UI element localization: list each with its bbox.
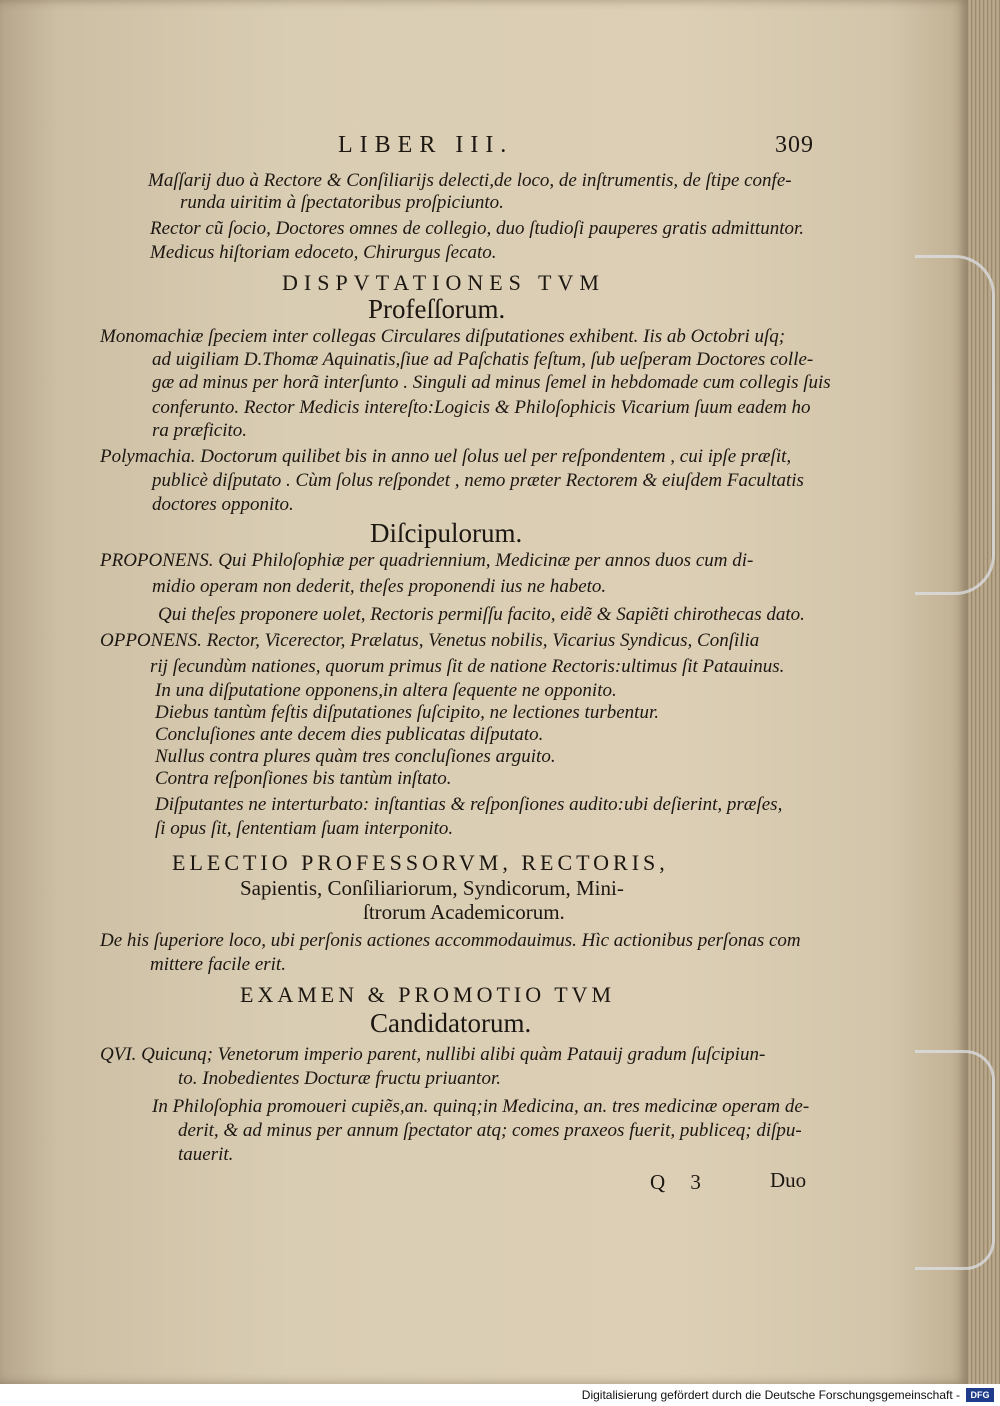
text-line: Rector cũ ſocio, Doctores omnes de collegio, duo ſtudioſi pauperes gratis admittuntor. bbox=[150, 218, 805, 239]
text-line: Nullus contra plures quàm tres concluſiones arguito. bbox=[155, 746, 556, 767]
text-line: Contra reſponſiones bis tantùm inſtato. bbox=[155, 768, 452, 789]
paper-clip-lower bbox=[915, 1050, 995, 1270]
text-line: De his ſuperiore loco, ubi perſonis actiones accommodauimus. Hìc actionibus perſonas com bbox=[100, 930, 801, 951]
section-subtitle: Sapientis, Conſiliariorum, Syndicorum, Mini- bbox=[240, 876, 624, 900]
text-line: Concluſiones ante decem dies publicatas diſputato. bbox=[155, 724, 544, 745]
section-title: EXAMEN & PROMOTIO TVM bbox=[240, 982, 616, 1007]
text-line: conferunto. Rector Medicis intereſto:Logicis & Philoſophicis Vicarium ſuum eadem ho bbox=[152, 397, 811, 418]
text-line: derit, & ad minus per annum ſpectator atq; comes praxeos fuerit, publiceq; diſpu- bbox=[178, 1120, 802, 1141]
text-line: Diebus tantùm feſtis diſputationes ſuſcipito, ne lectiones turbentur. bbox=[155, 702, 659, 723]
text-line: publicè diſputato . Cùm ſolus reſpondet , nemo præter Rectorem & eiuſdem Facultatis bbox=[152, 470, 804, 491]
page-number: 309 bbox=[775, 132, 814, 158]
text-line: runda uiritim à ſpectatoribus proſpiciunto. bbox=[180, 192, 504, 213]
text-line: Polymachia. Doctorum quilibet bis in anno uel ſolus uel per reſpondentem , cui ipſe præſit, bbox=[100, 446, 792, 467]
text-line: midio operam non dederit, theſes proponendi ius ne habeto. bbox=[152, 576, 607, 597]
running-title: LIBER III. bbox=[338, 132, 514, 158]
text-line: doctores opponito. bbox=[152, 494, 294, 515]
signature-mark: Q 3 bbox=[650, 1170, 711, 1194]
text-line: ad uigiliam D.Thomæ Aquinatis,ſiue ad Paſchatis feſtum, ſub ueſperam Doctores colle- bbox=[152, 349, 814, 370]
text-line: Diſputantes ne interturbato: inſtantias & reſponſiones audito:ubi deſierint, præſes, bbox=[155, 794, 783, 815]
section-subtitle: Profeſſorum. bbox=[368, 294, 506, 324]
text-line: Medicus hiſtoriam edoceto, Chirurgus ſecato. bbox=[150, 242, 497, 263]
paper-clip bbox=[915, 255, 995, 595]
text-line: tauerit. bbox=[178, 1144, 234, 1165]
footer-credit: Digitalisierung gefördert durch die Deutsche Forschungsgemeinschaft - bbox=[581, 1388, 960, 1402]
text-line: mittere facile erit. bbox=[150, 954, 286, 975]
text-line: Monomachiæ ſpeciem inter collegas Circulares diſputationes exhibent. Iis ab Octobri uſq; bbox=[100, 326, 786, 347]
section-title: DISPVTATIONES TVM bbox=[282, 270, 605, 295]
text-line: ra præficito. bbox=[152, 420, 248, 441]
catchword: Duo bbox=[770, 1168, 807, 1192]
text-line: to. Inobedientes Docturæ fructu priuantor. bbox=[178, 1068, 501, 1089]
text-line: In una diſputatione opponens,in altera ſequente ne opponito. bbox=[155, 680, 617, 701]
section-subtitle: Diſcipulorum. bbox=[370, 518, 523, 548]
text-line: ſi opus ſit, ſententiam ſuam interponito. bbox=[155, 818, 454, 839]
section-title: ELECTIO PROFESSORVM, RECTORIS, bbox=[172, 850, 669, 875]
text-line: rij ſecundùm nationes, quorum primus ſit de natione Rectoris:ultimus ſit Patauinus. bbox=[150, 656, 785, 677]
text-line: Maſſarij duo à Rectore & Conſiliarijs delecti,de loco, de inſtrumentis, de ſtipe confe- bbox=[148, 170, 792, 191]
text-line: In Philoſophia promoueri cupiẽs,an. quinq;in Medicina, an. tres medicinæ operam de- bbox=[152, 1096, 810, 1117]
text-line: gæ ad minus per horã interſunto . Singuli ad minus ſemel in hebdomade cum collegis ſuis bbox=[152, 372, 831, 393]
text-line: Qui theſes proponere uolet, Rectoris permiſſu facito, eidẽ & Sapiẽti chirothecas dato. bbox=[158, 604, 805, 625]
text-line: QVI. Quicunq; Venetorum imperio parent, nullibi alibi quàm Patauij gradum ſuſcipiun- bbox=[100, 1044, 766, 1065]
section-subtitle: Candidatorum. bbox=[370, 1008, 532, 1038]
dfg-logo-icon: DFG bbox=[966, 1388, 994, 1402]
section-subtitle: ſtrorum Academicorum. bbox=[363, 900, 565, 924]
text-line: PROPONENS. Qui Philoſophiæ per quadriennium, Medicinæ per annos duos cum di- bbox=[100, 550, 754, 571]
text-line: OPPONENS. Rector, Vicerector, Prælatus, Venetus nobilis, Vicarius Syndicus, Conſilia bbox=[100, 630, 760, 651]
